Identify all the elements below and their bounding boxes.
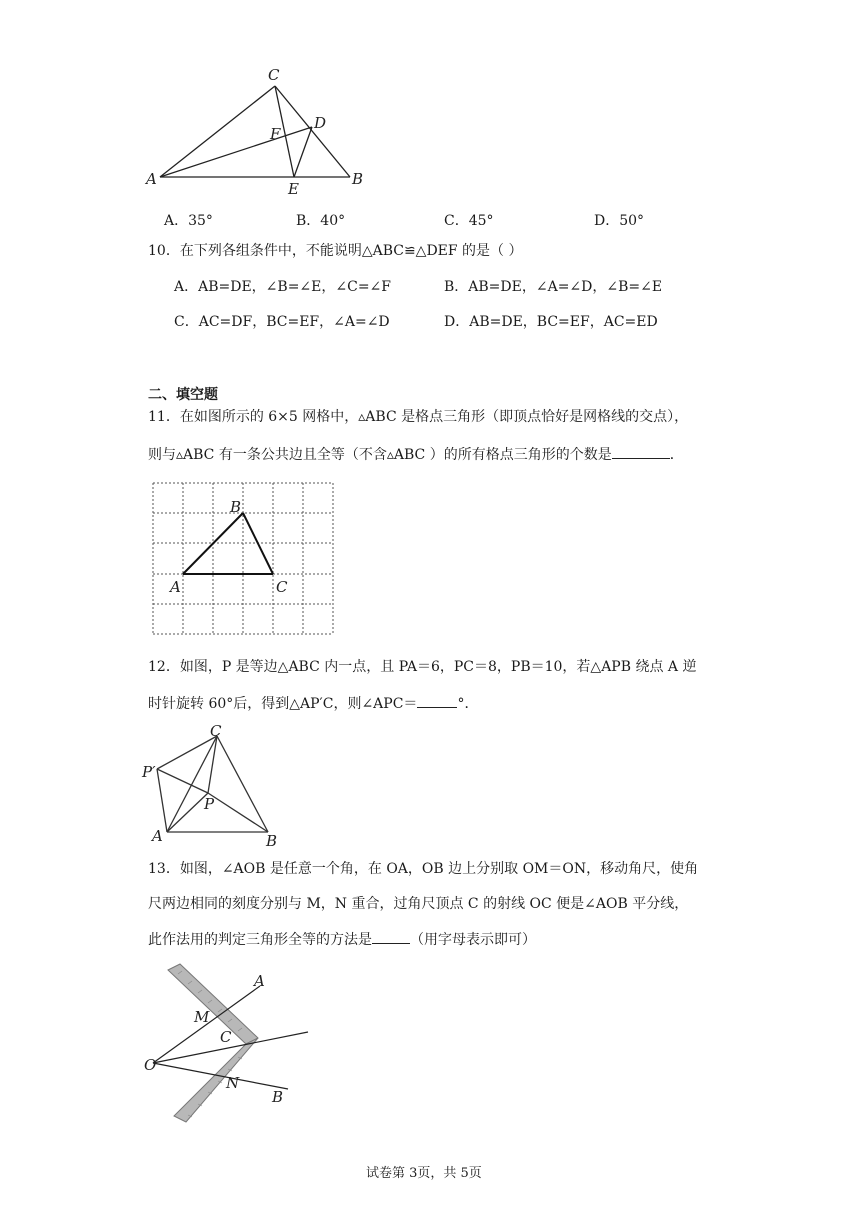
q11-line2-end: ．	[669, 447, 684, 463]
q11-line2: 则与▵ABC 有一条公共边且全等（不含▵ABC ）的所有格点三角形的个数是	[148, 447, 612, 463]
q9-option-d: D．50°	[594, 213, 645, 229]
q11-label-b: B	[230, 498, 242, 516]
q12-line2: 时针旋转 60°后，得到△AP′C，则∠APC＝	[148, 696, 418, 712]
q12-line2-end: °．	[457, 696, 479, 712]
q10-option-d: D．AB=DE，BC=EF，AC=ED	[444, 314, 658, 330]
q12-label-p: P	[204, 795, 215, 813]
q13-ruler-arm-upper	[168, 964, 258, 1044]
q9-label-e: E	[288, 180, 299, 198]
q13-answer-blank	[372, 929, 410, 944]
q13-label-c: C	[220, 1028, 232, 1046]
q9-label-c: C	[268, 66, 280, 84]
q11-line1: 11．在如图所示的 6×5 网格中，▵ABC 是格点三角形（即顶点恰好是网格线的交点），	[148, 409, 689, 425]
q11-label-c: C	[276, 578, 288, 596]
q13-line3: 此作法用的判定三角形全等的方法是	[148, 932, 372, 948]
q13-line1: 13．如图，∠AOB 是任意一个角，在 OA，OB 边上分别取 OM＝ON，移动角尺，使角	[148, 861, 699, 877]
q9-option-a: A．35°	[164, 213, 213, 229]
q13-label-n: N	[226, 1074, 240, 1092]
q11-line2-wrap	[148, 444, 684, 465]
q10-stem: 10．在下列各组条件中，不能说明△ABC≌△DEF 的是（ ）	[148, 243, 523, 259]
q13-line2: 尺两边相同的刻度分别与 M，N 重合，过角尺顶点 C 的射线 OC 便是∠AOB 平分线，	[148, 896, 689, 912]
q9-label-a: A	[146, 170, 157, 188]
q12-segment-ap	[167, 793, 208, 832]
q12-answer-blank	[417, 693, 457, 708]
q12-segment-pb	[208, 793, 268, 832]
q12-segment-bc	[217, 736, 268, 832]
q12-line2-wrap	[148, 693, 478, 714]
q10-option-a: A．AB=DE，∠B=∠E，∠C=∠F	[174, 279, 391, 295]
q11-answer-blank	[612, 444, 670, 459]
q9-label-f: F	[270, 125, 281, 143]
q12-label-c: C	[210, 722, 222, 740]
q12-label-a: A	[152, 827, 163, 845]
q13-label-o: O	[144, 1056, 157, 1074]
q12-label-b: B	[266, 832, 278, 850]
q13-label-m: M	[194, 1008, 210, 1026]
q12-segment-ap1	[157, 769, 167, 832]
q13-figure	[140, 962, 320, 1124]
q12-segment-pp1	[157, 769, 208, 793]
q9-label-b: B	[352, 170, 364, 188]
q9-segment-de	[294, 127, 312, 177]
q10-option-b: B．AB=DE，∠A=∠D，∠B=∠E	[444, 279, 663, 295]
q9-option-c: C．45°	[444, 213, 494, 229]
q9-segment-ac	[160, 86, 275, 177]
q11-label-a: A	[170, 578, 181, 596]
page-footer: 试卷第 3页，共 5页	[366, 1166, 482, 1181]
q13-ray-ob	[153, 1063, 288, 1089]
q13-label-a: A	[254, 972, 265, 990]
q12-figure	[140, 722, 285, 848]
q13-line3-end: （用字母表示即可）	[410, 932, 536, 948]
section-title: 二、填空题	[148, 387, 218, 403]
q9-segment-cb	[275, 86, 350, 177]
q9-figure	[140, 60, 380, 200]
q10-option-c: C．AC=DF，BC=EF，∠A=∠D	[174, 314, 390, 330]
q12-line1: 12．如图，P 是等边△ABC 内一点，且 PA＝6，PC＝8，PB＝10，若△APB 绕点 A 逆	[148, 659, 697, 675]
q13-line3-wrap	[148, 929, 536, 950]
q12-label-p1: P′	[142, 763, 156, 781]
q11-grid-figure	[150, 480, 340, 640]
q13-label-b: B	[272, 1088, 284, 1106]
q11-segment-bc	[243, 513, 273, 574]
q9-label-d: D	[314, 114, 327, 132]
q9-option-b: B．40°	[296, 213, 346, 229]
